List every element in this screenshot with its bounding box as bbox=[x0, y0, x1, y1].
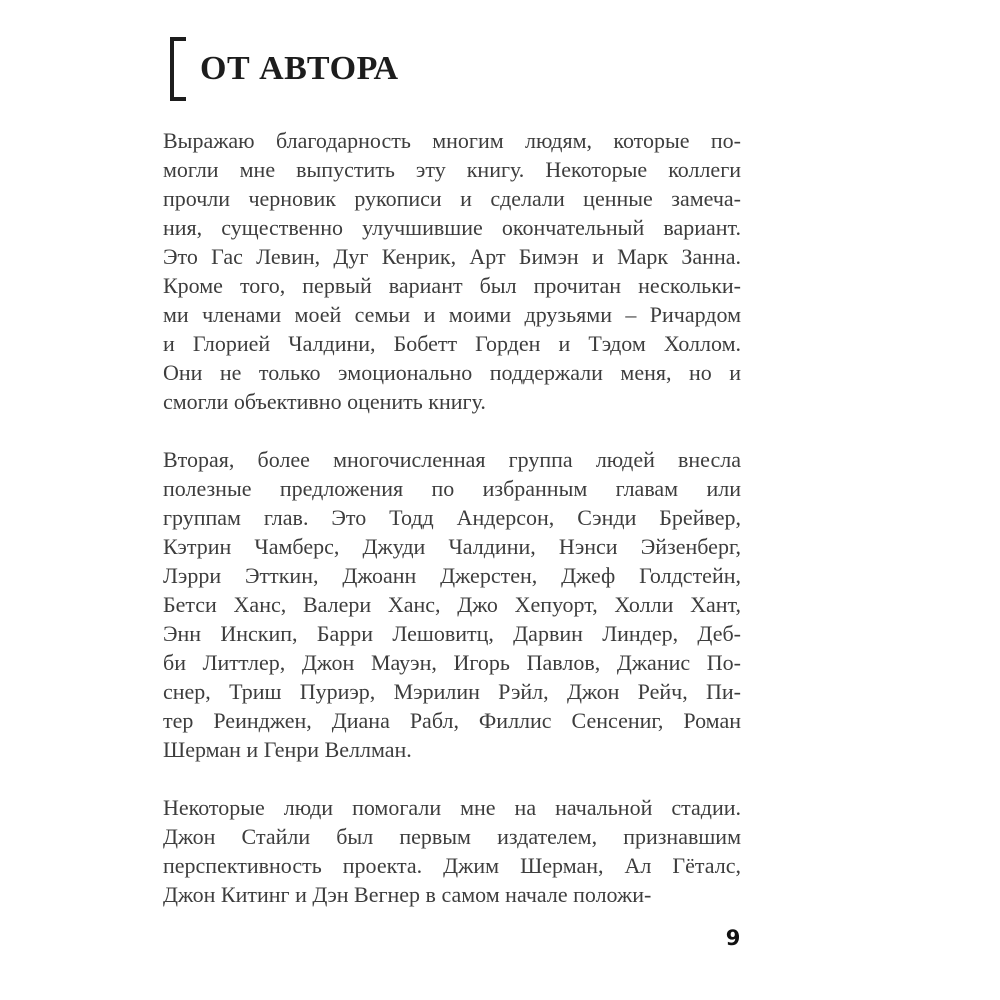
paragraph bbox=[163, 793, 741, 909]
text-line: Это Гас Левин, Дуг Кенрик, Арт Бимэн и Марк Занна. bbox=[163, 244, 741, 269]
text-line: полезные предложения по избранным главам или bbox=[163, 476, 741, 501]
left-bracket-icon bbox=[170, 37, 186, 101]
text-line: Энн Инскип, Барри Лешовитц, Дарвин Линдер, Деб- bbox=[163, 621, 741, 646]
text-line: перспективность проекта. Джим Шерман, Ал Гёталс, bbox=[163, 853, 741, 878]
text-line: могли мне выпустить эту книгу. Некоторые коллеги bbox=[163, 157, 741, 182]
paragraph bbox=[163, 445, 741, 764]
page-title: ОТ АВТОРА bbox=[200, 50, 399, 87]
text-line: прочли черновик рукописи и сделали ценные замеча- bbox=[163, 186, 741, 211]
text-line: Некоторые люди помогали мне на начальной стадии. bbox=[163, 795, 741, 820]
page-number: 9 bbox=[725, 926, 741, 950]
text-line: Кроме того, первый вариант был прочитан нескольки- bbox=[163, 273, 741, 298]
text-line: Шерман и Генри Веллман. bbox=[163, 737, 412, 762]
text-line: Джон Стайли был первым издателем, признавшим bbox=[163, 824, 741, 849]
text-line: би Литтлер, Джон Мауэн, Игорь Павлов, Джанис По- bbox=[163, 650, 741, 675]
chapter-header bbox=[170, 36, 741, 102]
text-line: и Глорией Чалдини, Бобетт Горден и Тэдом Холлом. bbox=[163, 331, 741, 356]
text-line: снер, Триш Пуриэр, Мэрилин Рэйл, Джон Рейч, Пи- bbox=[163, 679, 741, 704]
paragraph bbox=[163, 126, 741, 416]
text-line: группам глав. Это Тодд Андерсон, Сэнди Брейвер, bbox=[163, 505, 741, 530]
text-line: Кэтрин Чамберс, Джуди Чалдини, Нэнси Эйзенберг, bbox=[163, 534, 741, 559]
text-line: Лэрри Этткин, Джоанн Джерстен, Джеф Голдстейн, bbox=[163, 563, 741, 588]
body-text bbox=[163, 126, 741, 909]
text-column bbox=[163, 36, 741, 909]
text-line: смогли объективно оценить книгу. bbox=[163, 389, 486, 414]
text-line: ми членами моей семьи и моими друзьями – Ричардом bbox=[163, 302, 741, 327]
text-line: ния, существенно улучшившие окончательный вариант. bbox=[163, 215, 741, 240]
text-line: Джон Китинг и Дэн Вегнер в самом начале положи- bbox=[163, 882, 652, 907]
text-line: Вторая, более многочисленная группа людей внесла bbox=[163, 447, 741, 472]
text-line: Они не только эмоционально поддержали меня, но и bbox=[163, 360, 741, 385]
text-line: тер Реинджен, Диана Рабл, Филлис Сенсениг, Роман bbox=[163, 708, 741, 733]
text-line: Выражаю благодарность многим людям, которые по- bbox=[163, 128, 741, 153]
text-line: Бетси Ханс, Валери Ханс, Джо Хепуорт, Холли Хант, bbox=[163, 592, 741, 617]
